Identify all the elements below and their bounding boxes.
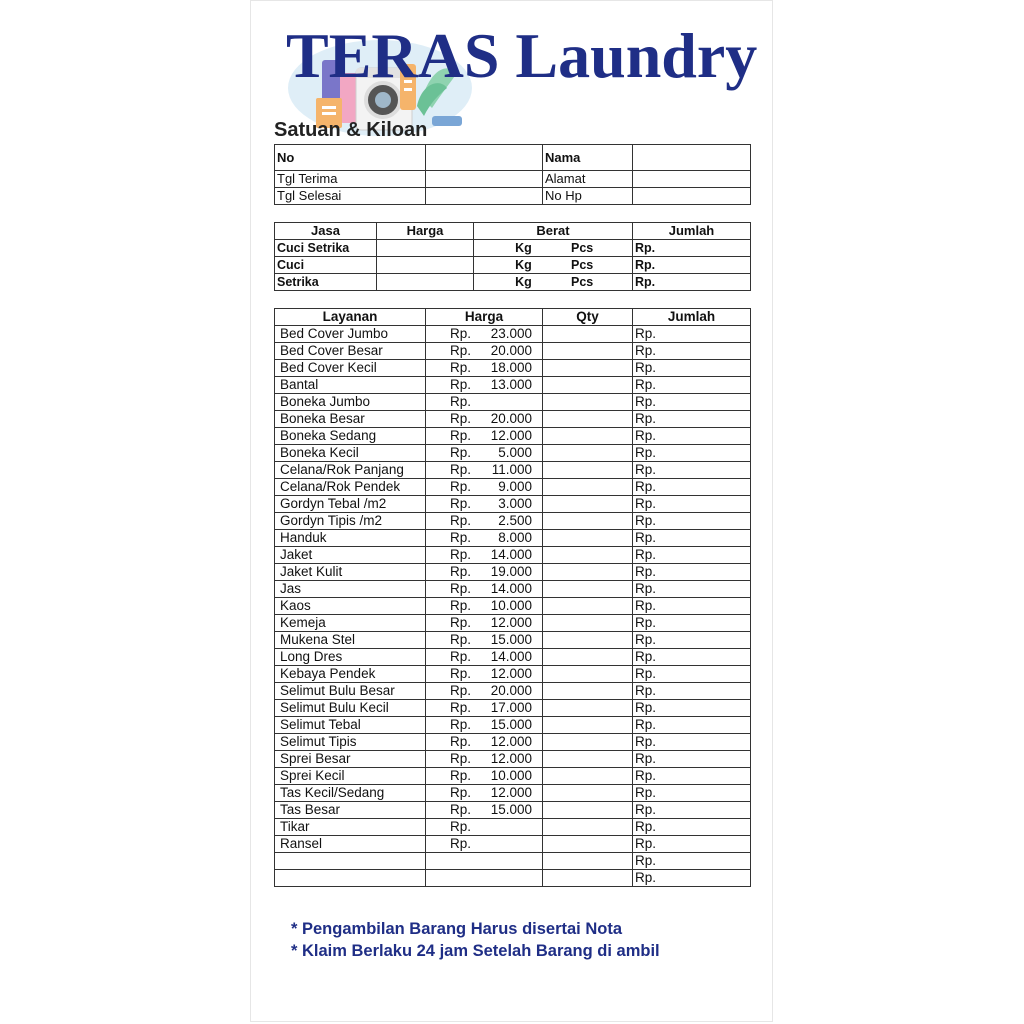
harga-cell <box>426 683 543 700</box>
harga-field[interactable] <box>377 257 474 274</box>
note-line: * Pengambilan Barang Harus disertai Nota <box>291 920 623 938</box>
customer-row <box>275 171 751 188</box>
qty-field[interactable] <box>543 785 633 802</box>
harga-cell <box>426 428 543 445</box>
table-row <box>275 411 751 428</box>
harga-cell <box>426 377 543 394</box>
qty-field[interactable] <box>543 734 633 751</box>
layanan-name: Tikar <box>275 819 426 836</box>
currency-label: Rp. <box>450 751 472 766</box>
price-amount: 10.000 <box>490 768 532 783</box>
price-amount: 14.000 <box>490 649 532 664</box>
currency-label: Rp. <box>450 377 472 392</box>
tgl-terima-field[interactable] <box>426 171 543 188</box>
currency-label: Rp. <box>450 819 472 834</box>
jumlah-field[interactable]: Rp. <box>633 615 751 632</box>
layanan-name: Bed Cover Kecil <box>275 360 426 377</box>
jumlah-field[interactable]: Rp. <box>633 632 751 649</box>
table-row <box>275 428 751 445</box>
jumlah-field[interactable]: Rp. <box>633 326 751 343</box>
layanan-name: Sprei Kecil <box>275 768 426 785</box>
layanan-header: Layanan <box>275 309 426 326</box>
harga-cell <box>426 632 543 649</box>
no-hp-field[interactable] <box>633 188 751 205</box>
harga-cell <box>426 462 543 479</box>
currency-label: Rp. <box>450 496 472 511</box>
layanan-name: Kebaya Pendek <box>275 666 426 683</box>
currency-label: Rp. <box>450 479 472 494</box>
table-row <box>275 598 751 615</box>
tgl-terima-label: Tgl Terima <box>275 171 426 188</box>
qty-field[interactable] <box>543 496 633 513</box>
price-amount: 12.000 <box>490 428 532 443</box>
qty-field[interactable] <box>543 394 633 411</box>
harga-header: Harga <box>377 223 474 240</box>
currency-label: Rp. <box>450 513 472 528</box>
layanan-name: Boneka Sedang <box>275 428 426 445</box>
currency-label: Rp. <box>450 547 472 562</box>
currency-label: Rp. <box>450 802 472 817</box>
price-amount: 12.000 <box>490 734 532 749</box>
currency-label: Rp. <box>450 326 472 341</box>
table-row <box>275 462 751 479</box>
qty-field[interactable] <box>543 615 633 632</box>
qty-field[interactable] <box>543 683 633 700</box>
currency-label: Rp. <box>450 462 472 477</box>
currency-label: Rp. <box>450 683 472 698</box>
harga-cell <box>426 615 543 632</box>
layanan-name <box>275 853 426 870</box>
jumlah-field[interactable]: Rp. <box>633 785 751 802</box>
harga-cell <box>426 394 543 411</box>
price-list-table <box>274 308 751 887</box>
berat-header: Berat <box>474 223 633 240</box>
harga-cell <box>426 751 543 768</box>
qty-field[interactable] <box>543 649 633 666</box>
jasa-name: Cuci Setrika <box>275 240 377 257</box>
jumlah-field[interactable]: Rp. <box>633 530 751 547</box>
qty-field[interactable] <box>543 751 633 768</box>
harga-field[interactable] <box>377 274 474 291</box>
price-amount: 12.000 <box>490 785 532 800</box>
layanan-name: Selimut Bulu Besar <box>275 683 426 700</box>
harga-cell <box>426 326 543 343</box>
currency-label: Rp. <box>450 700 472 715</box>
table-row <box>275 734 751 751</box>
table-row <box>275 343 751 360</box>
pcs-unit: Pcs <box>571 258 594 272</box>
layanan-name: Selimut Bulu Kecil <box>275 700 426 717</box>
price-amount: 15.000 <box>490 717 532 732</box>
currency-label: Rp. <box>450 445 472 460</box>
currency-label: Rp. <box>450 411 472 426</box>
jasa-header: Jasa <box>275 223 377 240</box>
no-field[interactable] <box>426 145 543 171</box>
qty-field[interactable] <box>543 666 633 683</box>
table-row <box>275 836 751 853</box>
layanan-name: Mukena Stel <box>275 632 426 649</box>
table-row <box>275 513 751 530</box>
service-row <box>275 257 751 274</box>
harga-cell <box>426 768 543 785</box>
layanan-name: Tas Besar <box>275 802 426 819</box>
table-row <box>275 564 751 581</box>
alamat-label: Alamat <box>543 171 633 188</box>
notes <box>291 918 660 962</box>
layanan-name: Long Dres <box>275 649 426 666</box>
harga-cell <box>426 530 543 547</box>
harga-cell <box>426 479 543 496</box>
qty-field[interactable] <box>543 598 633 615</box>
layanan-name: Jaket <box>275 547 426 564</box>
layanan-name: Celana/Rok Panjang <box>275 462 426 479</box>
qty-field[interactable] <box>543 377 633 394</box>
price-amount: 9.000 <box>498 479 532 494</box>
qty-field[interactable] <box>543 768 633 785</box>
harga-cell <box>426 853 543 870</box>
pcs-unit: Pcs <box>571 241 594 255</box>
price-amount: 15.000 <box>490 632 532 647</box>
price-amount: 19.000 <box>490 564 532 579</box>
currency-label: Rp. <box>450 581 472 596</box>
jumlah-header: Jumlah <box>633 223 751 240</box>
qty-field[interactable] <box>543 564 633 581</box>
table-row <box>275 615 751 632</box>
kg-unit: Kg <box>515 241 532 255</box>
berat-field[interactable] <box>474 240 633 257</box>
jumlah-field[interactable]: Rp. <box>633 751 751 768</box>
price-header-row <box>275 309 751 326</box>
layanan-name: Kemeja <box>275 615 426 632</box>
table-row <box>275 853 751 870</box>
currency-label: Rp. <box>450 615 472 630</box>
table-row <box>275 360 751 377</box>
customer-row <box>275 145 751 171</box>
currency-label: Rp. <box>450 598 472 613</box>
nama-label: Nama <box>543 145 633 171</box>
table-row <box>275 581 751 598</box>
layanan-name: Gordyn Tipis /m2 <box>275 513 426 530</box>
harga-cell <box>426 564 543 581</box>
no-label: No <box>275 145 426 171</box>
layanan-name: Tas Kecil/Sedang <box>275 785 426 802</box>
qty-field[interactable] <box>543 530 633 547</box>
layanan-name: Sprei Besar <box>275 751 426 768</box>
currency-label: Rp. <box>450 666 472 681</box>
jumlah-field[interactable]: Rp. <box>633 377 751 394</box>
jasa-name: Setrika <box>275 274 377 291</box>
table-row <box>275 479 751 496</box>
price-amount: 20.000 <box>490 683 532 698</box>
qty-field[interactable] <box>543 326 633 343</box>
currency-label: Rp. <box>450 428 472 443</box>
harga-cell <box>426 717 543 734</box>
qty-field[interactable] <box>543 870 633 887</box>
table-row <box>275 530 751 547</box>
price-amount: 15.000 <box>490 802 532 817</box>
table-row <box>275 870 751 887</box>
price-amount: 20.000 <box>490 343 532 358</box>
berat-field[interactable] <box>474 274 633 291</box>
jumlah-field[interactable]: Rp. <box>633 598 751 615</box>
currency-label: Rp. <box>450 530 472 545</box>
price-amount: 12.000 <box>490 615 532 630</box>
qty-field[interactable] <box>543 802 633 819</box>
price-amount: 20.000 <box>490 411 532 426</box>
layanan-name: Selimut Tebal <box>275 717 426 734</box>
layanan-name: Boneka Jumbo <box>275 394 426 411</box>
table-row <box>275 768 751 785</box>
currency-label: Rp. <box>450 717 472 732</box>
jumlah-field[interactable]: Rp. <box>633 445 751 462</box>
harga-cell <box>426 785 543 802</box>
no-hp-label: No Hp <box>543 188 633 205</box>
harga-field[interactable] <box>377 240 474 257</box>
layanan-name <box>275 870 426 887</box>
berat-field[interactable] <box>474 257 633 274</box>
jumlah-field[interactable]: Rp. <box>633 649 751 666</box>
harga-cell <box>426 700 543 717</box>
layanan-name: Handuk <box>275 530 426 547</box>
harga-cell <box>426 598 543 615</box>
currency-label: Rp. <box>450 649 472 664</box>
customer-info-table <box>274 144 751 205</box>
qty-field[interactable] <box>543 819 633 836</box>
service-table <box>274 222 751 291</box>
currency-label: Rp. <box>450 785 472 800</box>
qty-field[interactable] <box>543 581 633 598</box>
jumlah-field[interactable]: Rp. <box>633 257 751 274</box>
table-row <box>275 445 751 462</box>
harga-cell <box>426 819 543 836</box>
price-amount: 5.000 <box>498 445 532 460</box>
layanan-name: Bantal <box>275 377 426 394</box>
note-line: * Klaim Berlaku 24 jam Setelah Barang di ambil <box>291 942 660 960</box>
qty-field[interactable] <box>543 462 633 479</box>
layanan-name: Boneka Besar <box>275 411 426 428</box>
qty-field[interactable] <box>543 445 633 462</box>
price-amount: 2.500 <box>498 513 532 528</box>
table-row <box>275 700 751 717</box>
price-amount: 18.000 <box>490 360 532 375</box>
jumlah-field[interactable]: Rp. <box>633 411 751 428</box>
currency-label: Rp. <box>450 734 472 749</box>
currency-label: Rp. <box>450 360 472 375</box>
table-row <box>275 547 751 564</box>
table-row <box>275 717 751 734</box>
jumlah-field[interactable]: Rp. <box>633 496 751 513</box>
jumlah-header: Jumlah <box>633 309 751 326</box>
jumlah-field[interactable]: Rp. <box>633 768 751 785</box>
alamat-field[interactable] <box>633 171 751 188</box>
qty-field[interactable] <box>543 853 633 870</box>
qty-field[interactable] <box>543 428 633 445</box>
harga-cell <box>426 581 543 598</box>
price-amount: 8.000 <box>498 530 532 545</box>
jumlah-field[interactable]: Rp. <box>633 428 751 445</box>
qty-field[interactable] <box>543 700 633 717</box>
qty-field[interactable] <box>543 343 633 360</box>
price-amount: 3.000 <box>498 496 532 511</box>
table-row <box>275 819 751 836</box>
harga-cell <box>426 360 543 377</box>
jasa-name: Cuci <box>275 257 377 274</box>
price-amount: 14.000 <box>490 547 532 562</box>
jumlah-field[interactable]: Rp. <box>633 700 751 717</box>
price-amount: 11.000 <box>491 462 532 477</box>
harga-cell <box>426 802 543 819</box>
qty-field[interactable] <box>543 717 633 734</box>
qty-field[interactable] <box>543 411 633 428</box>
customer-row <box>275 188 751 205</box>
jumlah-field[interactable]: Rp. <box>633 683 751 700</box>
layanan-name: Ransel <box>275 836 426 853</box>
tgl-selesai-label: Tgl Selesai <box>275 188 426 205</box>
service-row <box>275 240 751 257</box>
layanan-name: Celana/Rok Pendek <box>275 479 426 496</box>
layanan-name: Bed Cover Jumbo <box>275 326 426 343</box>
nama-field[interactable] <box>633 145 751 171</box>
qty-field[interactable] <box>543 360 633 377</box>
qty-header: Qty <box>543 309 633 326</box>
currency-label: Rp. <box>450 394 472 409</box>
table-row <box>275 751 751 768</box>
currency-label: Rp. <box>450 632 472 647</box>
jumlah-field[interactable]: Rp. <box>633 343 751 360</box>
harga-cell <box>426 734 543 751</box>
table-row <box>275 377 751 394</box>
currency-label: Rp. <box>450 768 472 783</box>
table-row <box>275 632 751 649</box>
table-row <box>275 802 751 819</box>
service-header-row <box>275 223 751 240</box>
jumlah-field[interactable]: Rp. <box>633 240 751 257</box>
table-row <box>275 785 751 802</box>
harga-cell <box>426 496 543 513</box>
jumlah-field[interactable]: Rp. <box>633 802 751 819</box>
jumlah-field[interactable]: Rp. <box>633 360 751 377</box>
price-amount: 10.000 <box>490 598 532 613</box>
jumlah-field[interactable]: Rp. <box>633 870 751 887</box>
qty-field[interactable] <box>543 479 633 496</box>
table-row <box>275 666 751 683</box>
harga-cell <box>426 836 543 853</box>
service-row <box>275 274 751 291</box>
table-row <box>275 683 751 700</box>
jumlah-field[interactable]: Rp. <box>633 581 751 598</box>
price-amount: 14.000 <box>490 581 532 596</box>
layanan-name: Kaos <box>275 598 426 615</box>
harga-cell <box>426 870 543 887</box>
jumlah-field[interactable]: Rp. <box>633 564 751 581</box>
qty-field[interactable] <box>543 513 633 530</box>
jumlah-field[interactable]: Rp. <box>633 853 751 870</box>
table-row <box>275 394 751 411</box>
jumlah-field[interactable]: Rp. <box>633 479 751 496</box>
currency-label: Rp. <box>450 836 472 851</box>
table-row <box>275 649 751 666</box>
price-amount: 13.000 <box>490 377 532 392</box>
jumlah-field[interactable]: Rp. <box>633 836 751 853</box>
layanan-name: Jaket Kulit <box>275 564 426 581</box>
jumlah-field[interactable]: Rp. <box>633 274 751 291</box>
jumlah-field[interactable]: Rp. <box>633 734 751 751</box>
table-row <box>275 496 751 513</box>
harga-cell <box>426 411 543 428</box>
harga-cell <box>426 547 543 564</box>
currency-label: Rp. <box>450 564 472 579</box>
currency-label: Rp. <box>450 343 472 358</box>
layanan-name: Selimut Tipis <box>275 734 426 751</box>
jumlah-field[interactable]: Rp. <box>633 666 751 683</box>
harga-cell <box>426 649 543 666</box>
jumlah-field[interactable]: Rp. <box>633 394 751 411</box>
page-subtitle: Satuan & Kiloan <box>274 119 428 141</box>
jumlah-field[interactable]: Rp. <box>633 819 751 836</box>
price-amount: 12.000 <box>490 666 532 681</box>
qty-field[interactable] <box>543 836 633 853</box>
jumlah-field[interactable]: Rp. <box>633 513 751 530</box>
layanan-name: Bed Cover Besar <box>275 343 426 360</box>
harga-cell <box>426 445 543 462</box>
price-amount: 12.000 <box>490 751 532 766</box>
qty-field[interactable] <box>543 632 633 649</box>
jumlah-field[interactable]: Rp. <box>633 547 751 564</box>
jumlah-field[interactable]: Rp. <box>633 717 751 734</box>
pcs-unit: Pcs <box>571 275 594 289</box>
harga-cell <box>426 666 543 683</box>
harga-header: Harga <box>426 309 543 326</box>
layanan-name: Jas <box>275 581 426 598</box>
layanan-name: Gordyn Tebal /m2 <box>275 496 426 513</box>
kg-unit: Kg <box>515 258 532 272</box>
harga-cell <box>426 513 543 530</box>
layanan-name: Boneka Kecil <box>275 445 426 462</box>
harga-cell <box>426 343 543 360</box>
jumlah-field[interactable]: Rp. <box>633 462 751 479</box>
page-title: TERAS Laundry <box>286 20 758 91</box>
kg-unit: Kg <box>515 275 532 289</box>
price-amount: 23.000 <box>490 326 532 341</box>
tgl-selesai-field[interactable] <box>426 188 543 205</box>
qty-field[interactable] <box>543 547 633 564</box>
table-row <box>275 326 751 343</box>
price-amount: 17.000 <box>490 700 532 715</box>
